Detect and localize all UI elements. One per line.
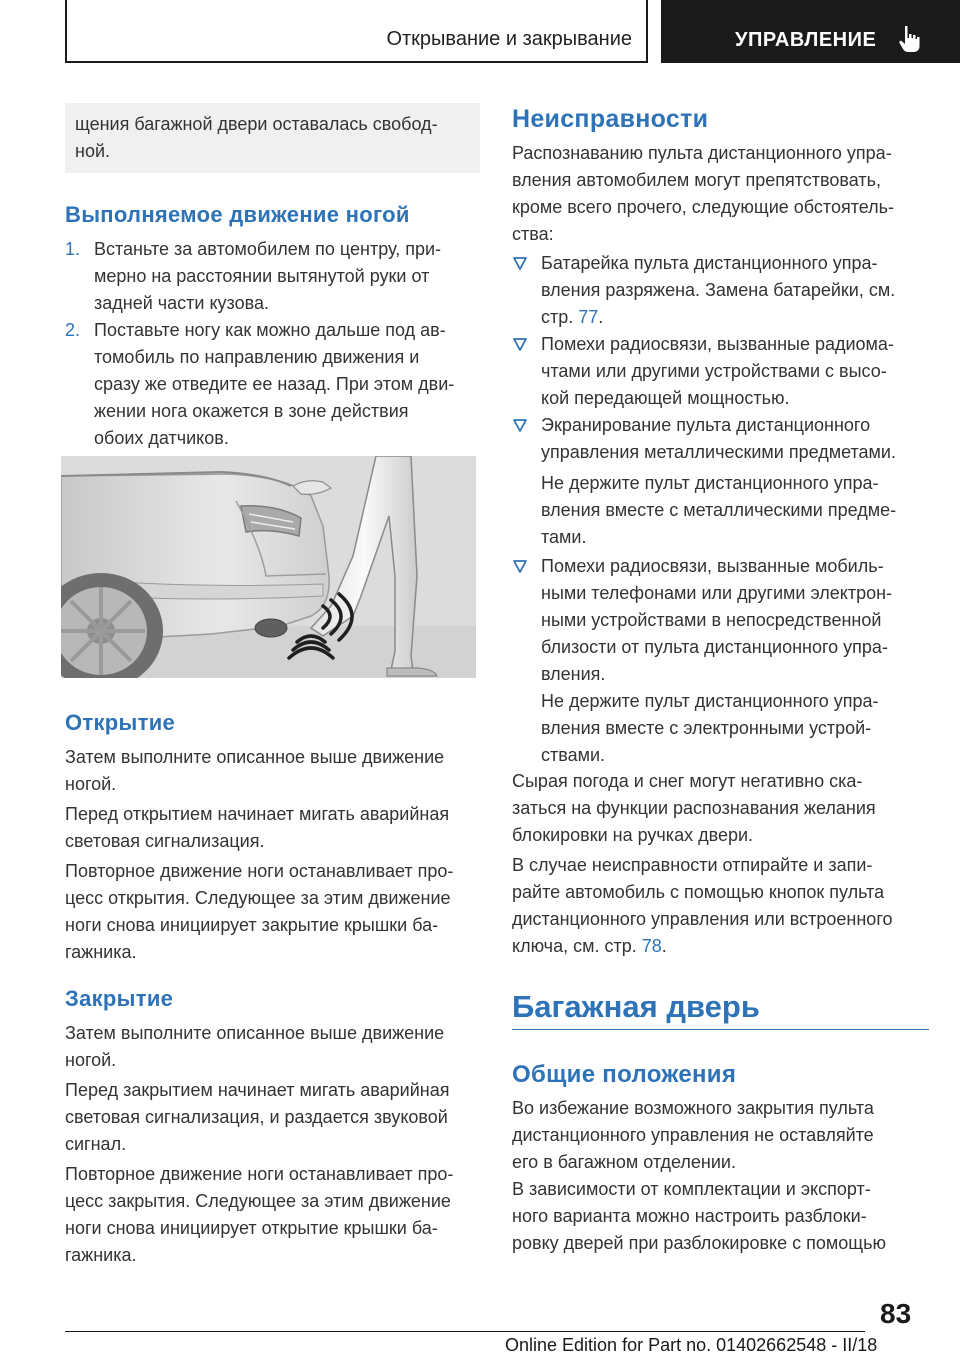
- text-line: близости от пульта дистанционного упра-: [541, 637, 888, 657]
- note-line: ной.: [75, 141, 111, 161]
- text-line: дистанционного управления не оставляйте: [512, 1125, 874, 1145]
- text-line: мерно на расстоянии вытянутой руки от: [94, 266, 430, 286]
- text-line: Встаньте за автомобилем по центру, при-: [94, 239, 442, 259]
- text-line: жении нога окажется в зоне действия: [94, 401, 409, 421]
- heading-rule: [512, 1029, 929, 1030]
- paragraph: [65, 858, 482, 966]
- step-item: [65, 236, 482, 317]
- step-number: 1.: [65, 239, 81, 259]
- text-line: дистанционного управления или встроенного: [512, 909, 893, 929]
- continuation-note-box: [65, 103, 480, 173]
- opening-heading: Открытие: [65, 710, 176, 735]
- step-text: [94, 236, 482, 317]
- ref-suffix: .: [598, 307, 604, 327]
- footer-rule: [65, 1331, 865, 1332]
- text-line: ного варианта можно настроить разблоки-: [512, 1206, 867, 1226]
- malfunctions-heading: Неисправности: [512, 105, 709, 133]
- list-item-text: [541, 331, 934, 412]
- text-line: Во избежание возможного закрытия пульта: [512, 1098, 874, 1118]
- text-line: вления разряжена. Замена батарейки, см.: [541, 280, 896, 300]
- general-heading: Общие положения: [512, 1061, 737, 1088]
- text-line: вления.: [541, 664, 606, 684]
- text-line: гажника.: [65, 1245, 137, 1265]
- text-line: В зависимости от комплектации и экспорт-: [512, 1179, 871, 1199]
- text-line: сигнал.: [65, 1134, 127, 1154]
- list-item-text: [541, 553, 934, 688]
- page-header: [0, 0, 960, 66]
- text-line: вления вместе с металлическими предме-: [541, 500, 897, 520]
- step-item: [65, 317, 482, 452]
- paragraph: [512, 1095, 932, 1176]
- text-line: Экранирование пульта дистанционного: [541, 415, 871, 435]
- text-line: кой передающей мощностью.: [541, 388, 790, 408]
- page-number: 83: [880, 1298, 912, 1329]
- section-title: Открывание и закрывание: [386, 28, 632, 50]
- page-link[interactable]: 78: [641, 936, 662, 956]
- paragraph: [65, 1161, 482, 1269]
- page-link[interactable]: 77: [578, 307, 599, 327]
- text-line: обоих датчиков.: [94, 428, 229, 448]
- text-line: Повторное движение ноги останавливает про-: [65, 861, 454, 881]
- list-item-text: [541, 250, 934, 331]
- tailgate-heading: Багажная дверь: [512, 989, 760, 1024]
- paragraph: [512, 1176, 932, 1257]
- list-item-note: [541, 470, 934, 551]
- list-item-note: [541, 688, 934, 769]
- text-line: [541, 304, 934, 331]
- text-line: Не держите пульт дистанционного упра-: [541, 691, 879, 711]
- text-line: Затем выполните описанное выше движение: [65, 747, 445, 767]
- ref-suffix: .: [661, 936, 667, 956]
- text-line: Перед закрытием начинает мигать аварийная: [65, 1080, 450, 1100]
- triangle-bullet-icon: [512, 254, 528, 272]
- triangle-bullet-icon: [512, 335, 528, 353]
- text-line: Распознаванию пульта дистанционного упра-: [512, 143, 892, 163]
- list-item: [512, 331, 932, 412]
- list-item: [512, 553, 932, 688]
- text-line: ствами.: [541, 745, 606, 765]
- list-item: [512, 412, 932, 466]
- edition-info: Online Edition for Part no. 01402662548 - II/18: [505, 1335, 878, 1355]
- text-line: ногой.: [65, 774, 117, 794]
- text-line: его в багажном отделении.: [512, 1152, 736, 1172]
- list-item-text: [541, 412, 934, 466]
- text-line: ноги снова инициирует закрытие крышки ба-: [65, 915, 439, 935]
- chapter-tab: [661, 0, 960, 63]
- text-line: Помехи радиосвязи, вызванные радиома-: [541, 334, 894, 354]
- text-line: цесс закрытия. Следующее за этим движение: [65, 1191, 451, 1211]
- text-line: ными устройствами в непосредственной: [541, 610, 882, 630]
- text-line: сразу же отведите ее назад. При этом дви-: [94, 374, 455, 394]
- text-line: вления вместе с электронными устрой-: [541, 718, 872, 738]
- foot-movement-heading: Выполняемое движение ногой: [65, 202, 410, 227]
- text-line: Затем выполните описанное выше движение: [65, 1023, 445, 1043]
- text-line: В случае неисправности отпирайте и запи-: [512, 855, 873, 875]
- paragraph: [512, 852, 932, 960]
- tailgate-foot-sensor-illustration: [61, 456, 476, 678]
- paragraph: [65, 1077, 482, 1158]
- paragraph: [512, 768, 932, 849]
- text-line: Помехи радиосвязи, вызванные мобиль-: [541, 556, 884, 576]
- text-line: Перед открытием начинает мигать аварийная: [65, 804, 450, 824]
- text-line: ства:: [512, 224, 554, 244]
- text-line: световая сигнализация.: [65, 831, 265, 851]
- text-line: гажника.: [65, 942, 137, 962]
- car-rear-illustration: [61, 456, 476, 678]
- text-line: блокировки на ручках двери.: [512, 825, 754, 845]
- text-line: цесс открытия. Следующее за этим движение: [65, 888, 451, 908]
- ref-prefix: стр.: [541, 307, 579, 327]
- step-text: [94, 317, 482, 452]
- text-line: тами.: [541, 527, 587, 547]
- text-line: заться на функции распознавания желания: [512, 798, 876, 818]
- text-line: Повторное движение ноги останавливает про-: [65, 1164, 454, 1184]
- ref-prefix: ключа, см. стр.: [512, 936, 642, 956]
- text-line: вления автомобилем могут препятствовать,: [512, 170, 881, 190]
- text-line: Батарейка пульта дистанционного упра-: [541, 253, 878, 273]
- paragraph: [512, 140, 932, 248]
- text-line: Не держите пульт дистанционного упра-: [541, 473, 879, 493]
- text-line: ногой.: [65, 1050, 117, 1070]
- chapter-title: УПРАВЛЕНИЕ: [735, 29, 877, 51]
- step-number: 2.: [65, 320, 81, 340]
- text-line: задней части кузова.: [94, 293, 269, 313]
- text-line: Поставьте ногу как можно дальше под ав-: [94, 320, 446, 340]
- text-line: чтами или другими устройствами с высо-: [541, 361, 887, 381]
- hand-pointer-icon: [897, 24, 923, 54]
- text-line: кроме всего прочего, следующие обстоятель-: [512, 197, 895, 217]
- triangle-bullet-icon: [512, 557, 528, 575]
- note-line: щения багажной двери оставалась свобод-: [75, 114, 438, 134]
- paragraph: [65, 1020, 482, 1074]
- text-line: ноги снова инициирует открытие крышки ба-: [65, 1218, 438, 1238]
- paragraph: [65, 801, 482, 855]
- text-line: [512, 933, 932, 960]
- text-line: Сырая погода и снег могут негативно ска-: [512, 771, 863, 791]
- text-line: ными телефонами или другими электрон-: [541, 583, 893, 603]
- text-line: ровку дверей при разблокировке с помощью: [512, 1233, 886, 1253]
- text-line: световая сигнализация, и раздается звуковой: [65, 1107, 448, 1127]
- list-item: [512, 250, 932, 331]
- text-line: томобиль по направлению движения и: [94, 347, 420, 367]
- section-tab: [65, 0, 648, 63]
- paragraph: [65, 744, 482, 798]
- triangle-bullet-icon: [512, 416, 528, 434]
- closing-heading: Закрытие: [65, 986, 174, 1011]
- text-line: управления металлическими предметами.: [541, 442, 896, 462]
- text-line: райте автомобиль с помощью кнопок пульта: [512, 882, 885, 902]
